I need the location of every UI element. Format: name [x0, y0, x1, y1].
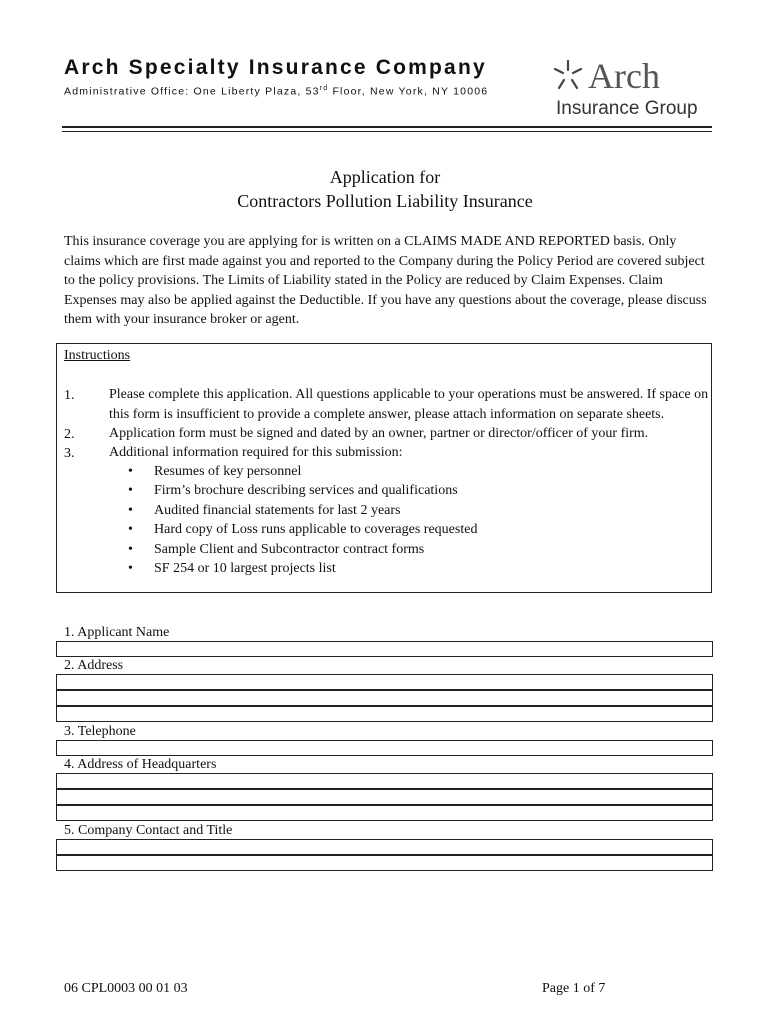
instruction-number: 2. [64, 427, 75, 442]
bullet-text: SF 254 or 10 largest projects list [154, 561, 336, 576]
bullet-symbol: • [128, 561, 133, 576]
address-field-line-2[interactable] [56, 690, 713, 706]
star-icon [550, 58, 586, 94]
logo-word: Arch [588, 56, 660, 96]
page-number: Page 1 of 7 [542, 981, 606, 996]
office-address [64, 85, 488, 98]
hq-address-field-line-2[interactable] [56, 789, 713, 805]
instruction-text: Application form must be signed and dated by an owner, partner or director/officer of your firm. [109, 426, 649, 441]
form-number: 06 CPL0003 00 01 03 [64, 981, 188, 996]
company-name: Arch Specialty Insurance Company [64, 56, 487, 79]
header-rule-thin [62, 131, 712, 132]
bullet-text: Hard copy of Loss runs applicable to coverages requested [154, 522, 478, 537]
list-item [128, 483, 458, 499]
list-item [128, 503, 400, 519]
bullet-text: Firm’s brochure describing services and qualifications [154, 483, 458, 498]
contact-field-line-2[interactable] [56, 855, 713, 871]
list-item [128, 561, 336, 577]
bullet-symbol: • [128, 542, 133, 557]
header-rule-thick [62, 126, 712, 128]
title-line-1: Application for [329, 167, 441, 187]
contact-field-line-1[interactable] [56, 839, 713, 855]
bullet-text: Resumes of key personnel [154, 464, 302, 479]
bullet-symbol: • [128, 483, 133, 498]
bullet-text: Audited financial statements for last 2 years [154, 503, 401, 518]
hq-address-field-line-3[interactable] [56, 805, 713, 821]
office-suffix: Floor, New York, NY 10006 [328, 85, 489, 98]
bullet-symbol: • [128, 522, 133, 537]
hq-address-label: 4. Address of Headquarters [64, 757, 217, 772]
intro-paragraph: This insurance coverage you are applying for is written on a CLAIMS MADE AND REPORTED basis. Only claims which are first made against you and reported to the Company during the Policy Period are covered subject to the policy provisions. The Limits of Liability stated in the Policy are reduced by Claim Expenses. Claim Expenses may also be applied against the Deductible. If you have any questions about the coverage, please discuss them with your insurance broker or agent. [64, 234, 707, 328]
address-field-line-3[interactable] [56, 706, 713, 722]
applicant-name-field[interactable] [56, 641, 713, 657]
instruction-number: 1. [64, 388, 75, 403]
instruction-text: Additional information required for this submission: [109, 445, 403, 460]
bullet-text: Sample Client and Subcontractor contract forms [154, 542, 425, 557]
instruction-number: 3. [64, 446, 75, 461]
address-label: 2. Address [64, 658, 124, 673]
list-item [128, 464, 301, 480]
office-sup: rd [319, 85, 329, 92]
bullet-symbol: • [128, 503, 133, 518]
telephone-field[interactable] [56, 740, 713, 756]
contact-label: 5. Company Contact and Title [64, 823, 233, 838]
list-item [128, 522, 477, 538]
title-line-2: Contractors Pollution Liability Insurance [237, 191, 533, 211]
bullet-symbol: • [128, 464, 133, 479]
instructions-heading: Instructions [64, 348, 131, 363]
telephone-label: 3. Telephone [64, 724, 136, 739]
address-field-line-1[interactable] [56, 674, 713, 690]
applicant-name-label: 1. Applicant Name [64, 625, 170, 640]
arch-logo [548, 56, 713, 126]
office-prefix: Administrative Office: One Liberty Plaza, 53 [64, 85, 320, 98]
logo-subtitle: Insurance Group [556, 98, 698, 119]
list-item [128, 542, 424, 558]
hq-address-field-line-1[interactable] [56, 773, 713, 789]
instruction-text: Please complete this application. All questions applicable to your operations must be answered. If space on this form is insufficient to provide a complete answer, please attach information on separate sheets. [109, 387, 709, 422]
